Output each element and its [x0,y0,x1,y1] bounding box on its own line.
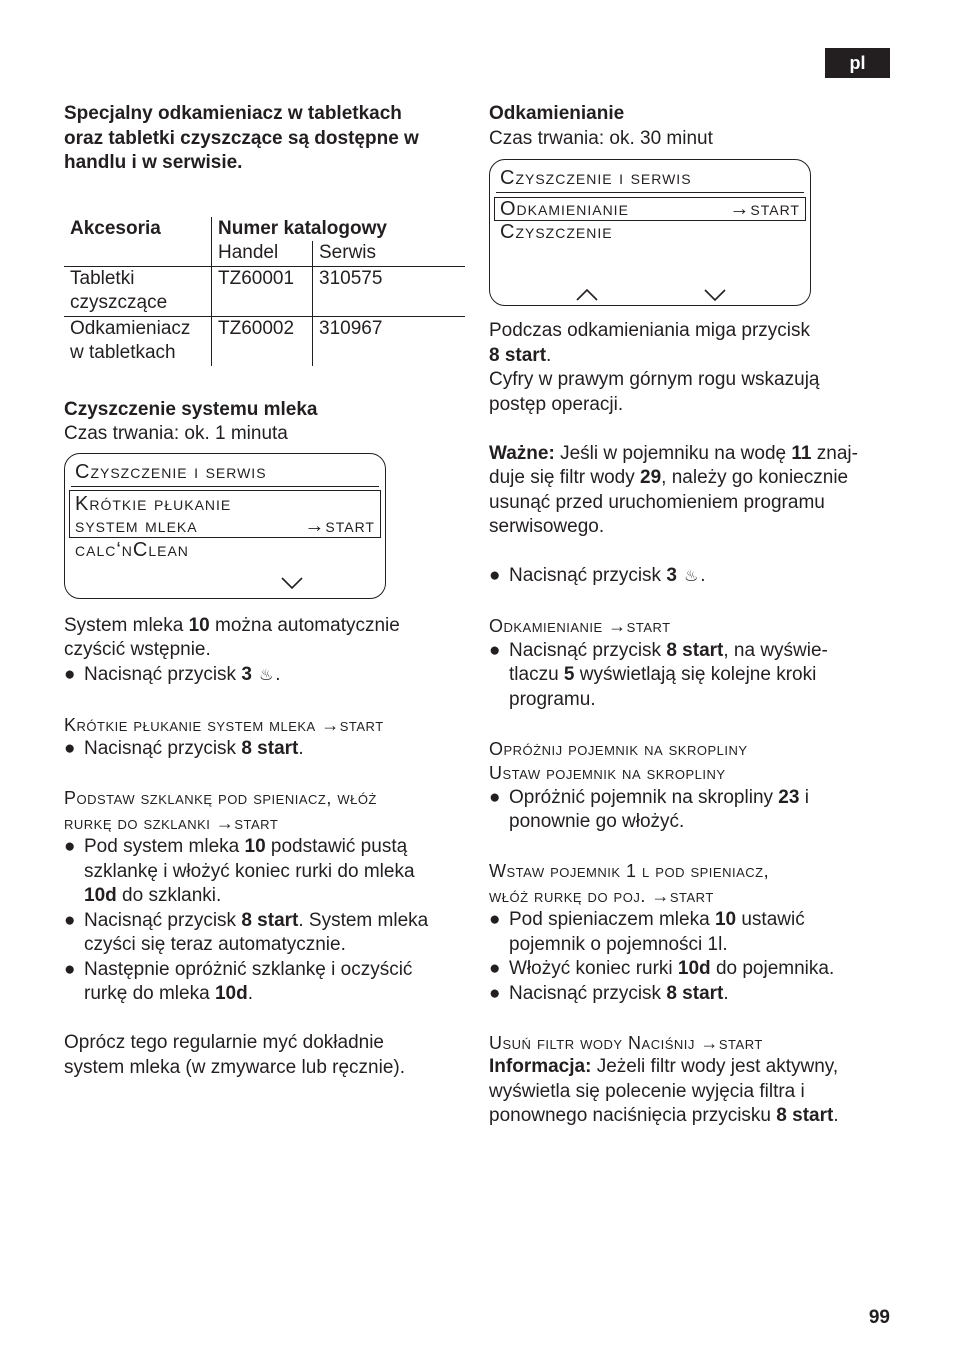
list-item: ● Nacisnąć przycisk 3 ♨. [489,564,894,590]
list-item: ● Pod system mleka 10 podstawić pustą szklankę i włożyć koniec rurki do mleka 10d do szklanki. [64,836,415,906]
list-item: ● Nacisnąć przycisk 8 start. [64,738,304,759]
left-column: Specjalny odkamieniacz w tabletkach oraz tabletki czyszczące są dostępne w handlu i w serwisie. Akcesoria Numer katalogowy Handel Serwis Tabletki czyszczące TZ60001 310575 Odkamieniacz w tabletkach TZ60002 310967 Czyszczenie systemu mleka Czas trwania: ok. 1 minuta Czyszczenie i serwis Krótkie płukanie system mleka →start calc‘nClean System mleka 10 można automatycznie czyścić wstępnie. ● Nacisnąć przycisk 3 ♨. Krótkie płukanie system mleka →start ● Nacisnąć przycisk 8 start. Podstaw szklankę pod spieniacz, włóż rurkę do szklanki →start ● Pod system mleka 10 podstawić pustą szklankę i włożyć koniec rurki do mleka 10d do szklanki. ● Nacisnąć przycisk 8 start. System mleka czyści się teraz automatycznie. ● Następnie opróżnić szklankę i oczyścić rurkę do mleka 10d. Oprócz tego regularnie myć dokładnie system mleka (w zmywarce lub ręcznie). [64,102,469,1080]
table-row: Tabletki czyszczące TZ60001 310575 [64,266,465,316]
descale-duration: Czas trwania: ok. 30 minut [489,127,713,149]
chevron-down-icon [281,576,303,590]
chevron-down-icon [704,288,726,302]
display-message: Odkamienianie →start [489,616,671,636]
milk-duration: Czas trwania: ok. 1 minuta [64,423,288,444]
display-message: Krótkie płukanie system mleka →start [64,714,384,735]
intro-text: Specjalny odkamieniacz w tabletkach oraz tabletki czyszczące są dostępne w handlu i w serwisie. [64,103,419,173]
header-serwis: Serwis [313,241,466,266]
right-column: Odkamienianie Czas trwania: ok. 30 minut Czyszczenie i serwis Odkamienianie →start Czyszczenie Podczas odkamieniania miga przycisk 8 start. Cyfry w prawym górnym rogu wskazują postęp operacji. Ważne: Jeśli w pojemniku na wodę 11 znaj- duje się filtr wody 29, należy go koniecznie usunąć przed uruchomieniem programu serwisowego. ● Nacisnąć przycisk 3 ♨. Odkamienianie →start ● Nacisnąć przycisk 8 start, na wyświe- tlaczu 5 wyświetlają się kolejne kroki programu. Opróżnij pojemnik na skropliny Ustaw pojemnik na skropliny ● Opróżnić pojemnik na skropliny 23 i ponownie go włożyć. Wstaw pojemnik 1 l pod spieniacz, włóż rurkę do poj. →start ● Pod spieniaczem mleka 10 ustawić pojemnik o pojemności 1l. ● Włożyć koniec rurki 10d do pojemnika. ● Nacisnąć przycisk 8 start. Usuń filtr wody Naciśnij →start Informacja: Jeżeli filtr wody jest aktywny, wyświetla się polecenie wyjęcia filtra i ponownego naciśnięcia przycisku 8 start. [489,102,894,1129]
list-item: ● Opróżnić pojemnik na skropliny 23 i ponownie go włożyć. [489,786,809,832]
display-message: Opróżnij pojemnik na skropliny Ustaw pojemnik na skropliny [489,738,748,783]
page-number: 99 [868,1307,890,1328]
display-message: Podstaw szklankę pod spieniacz, włóż rurkę do szklanki →start [64,788,377,833]
milk-display: Czyszczenie i serwis Krótkie płukanie system mleka →start calc‘nClean [64,453,386,599]
important-note: Ważne: Jeśli w pojemniku na wodę 11 znaj- duje się filtr wody 29, należy go koniecznie usunąć przed uruchomieniem programu serwisowego. [489,442,858,537]
display-title: Czyszczenie i serwis [500,167,692,189]
steam-clean-icon: ♨ [259,666,274,684]
list-item: ● Pod spieniaczem mleka 10 ustawić pojemnik o pojemności 1l. [489,909,805,955]
descale-heading: Odkamienianie [489,103,625,124]
header-accessories: Akcesoria [70,217,161,239]
info-note: Informacja: Jeżeli filtr wody jest aktywny, wyświetla się polecenie wyjęcia filtra i ponownego naciśnięcia przycisku 8 start. [489,1056,839,1126]
display-message: Usuń filtr wody Naciśnij →start [489,1032,763,1053]
accessories-table [64,217,465,366]
milk-heading: Czyszczenie systemu mleka [64,398,318,420]
table-row: Odkamieniacz w tabletkach TZ60002 310967 [64,316,465,366]
language-badge: pl [825,48,890,78]
list-item: ● Nacisnąć przycisk 8 start. [489,982,729,1004]
list-item: ● Nacisnąć przycisk 8 start. System mleka czyści się teraz automatycznie. [64,909,429,955]
header-handel: Handel [212,241,313,266]
list-item: ● Włożyć koniec rurki 10d do pojemnika. [489,958,835,979]
descale-display: Czyszczenie i serwis Odkamienianie →start Czyszczenie [489,159,811,306]
header-catalog-number: Numer katalogowy [212,217,466,242]
steam-clean-icon: ♨ [684,568,699,585]
display-title: Czyszczenie i serwis [75,460,267,483]
list-item: ● Nacisnąć przycisk 3 ♨. [64,663,469,689]
display-message: Wstaw pojemnik 1 l pod spieniacz, włóż rurkę do poj. →start [489,861,770,906]
list-item: ● Nacisnąć przycisk 8 start, na wyświe- tlaczu 5 wyświetlają się kolejne kroki programu. [489,639,828,710]
list-item: ● Następnie opróżnić szklankę i oczyścić rurkę do mleka 10d. [64,958,413,1004]
chevron-up-icon [576,288,598,302]
